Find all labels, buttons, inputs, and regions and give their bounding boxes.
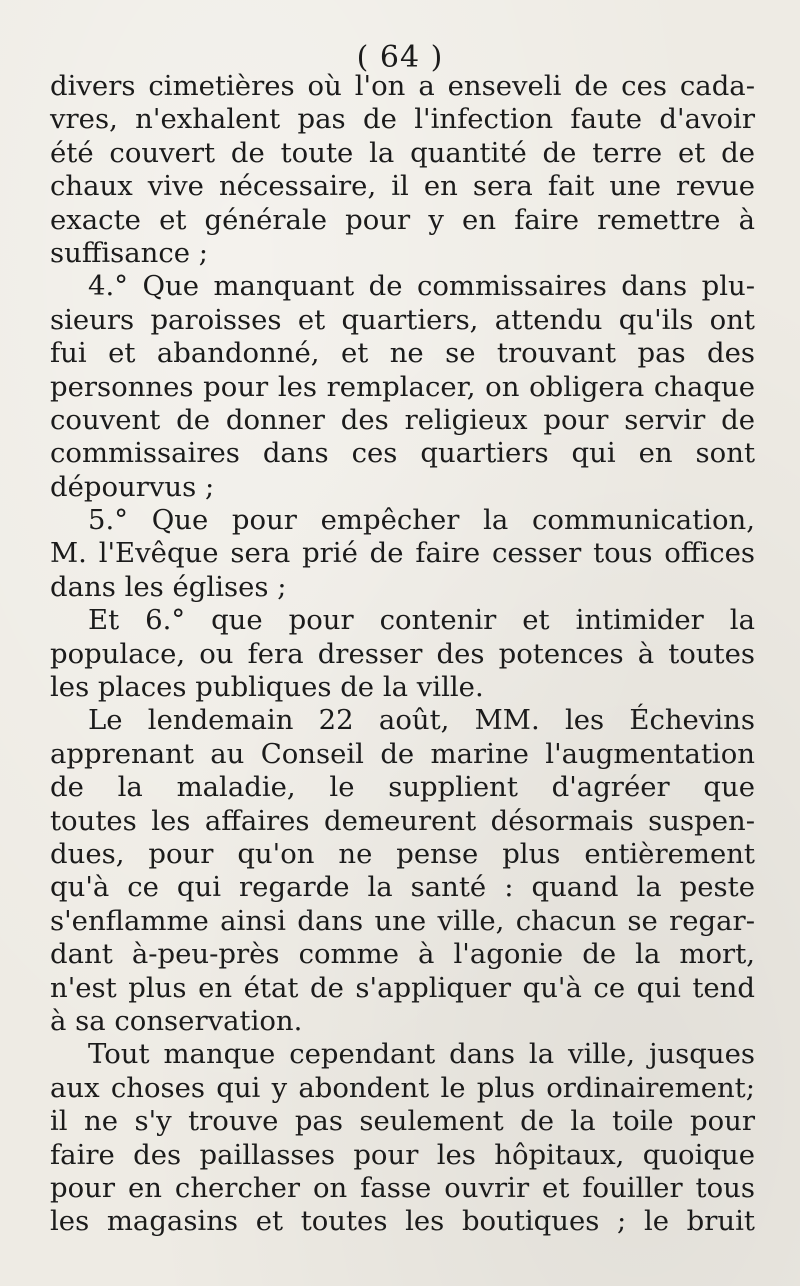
text-line: sieurs paroisses et quartiers, attendu qu'ils ont bbox=[50, 303, 755, 336]
text-line: à sa conservation. bbox=[50, 1004, 303, 1037]
text-line: dues, pour qu'on ne pense plus entièrement bbox=[50, 837, 755, 870]
text-line: dépourvus ; bbox=[50, 470, 215, 503]
text-line: exacte et générale pour y en faire remettre à bbox=[50, 203, 755, 236]
text-line: toutes les affaires demeurent désormais suspen- bbox=[50, 804, 755, 837]
text-line: commissaires dans ces quartiers qui en sont bbox=[50, 437, 755, 470]
text-line: populace, ou fera dresser des potences à toutes bbox=[50, 637, 755, 670]
text-line: dant à-peu-près comme à l'agonie de la mort, bbox=[50, 938, 755, 971]
text-line: il ne s'y trouve pas seulement de la toile pour bbox=[50, 1105, 755, 1138]
text-line: pour en chercher on fasse ouvrir et fouiller tous bbox=[50, 1171, 755, 1204]
text-line: qu'à ce qui regarde la santé : quand la peste bbox=[50, 871, 755, 904]
text-line: faire des paillasses pour les hôpitaux, quoique bbox=[50, 1138, 755, 1171]
page-number: ( 64 ) bbox=[356, 40, 444, 75]
text-line: Tout manque cependant dans la ville, jusques bbox=[88, 1038, 755, 1071]
text-line: Et 6.° que pour contenir et intimider la bbox=[88, 604, 755, 637]
text-line: s'enflamme ainsi dans une ville, chacun se regar- bbox=[50, 904, 755, 937]
text-line: Le lendemain 22 août, MM. les Échevins bbox=[88, 704, 755, 737]
body-text bbox=[50, 70, 755, 1239]
text-line: suffisance ; bbox=[50, 236, 209, 269]
text-line: aux choses qui y abondent le plus ordinairement; bbox=[50, 1071, 755, 1104]
text-line: n'est plus en état de s'appliquer qu'à ce qui tend bbox=[50, 971, 755, 1004]
text-line: vres, n'exhalent pas de l'infection faute d'avoir bbox=[50, 103, 755, 136]
text-line: dans les églises ; bbox=[50, 570, 287, 603]
text-line: les magasins et toutes les boutiques ; le bruit bbox=[50, 1205, 755, 1238]
text-line: divers cimetières où l'on a enseveli de ces cada- bbox=[50, 70, 755, 102]
text-line: couvent de donner des religieux pour servir de bbox=[50, 403, 755, 436]
text-line: fui et abandonné, et ne se trouvant pas des bbox=[50, 337, 755, 370]
text-line: été couvert de toute la quantité de terre et de bbox=[50, 136, 755, 169]
text-line: personnes pour les remplacer, on obligera chaque bbox=[50, 370, 755, 403]
text-line: 5.° Que pour empêcher la communication, bbox=[88, 504, 755, 537]
text-line: de la maladie, le supplient d'agréer que bbox=[50, 771, 755, 804]
text-line: apprenant au Conseil de marine l'augmentation bbox=[50, 737, 755, 770]
text-line: M. l'Evêque sera prié de faire cesser tous offices bbox=[50, 537, 755, 570]
text-line: les places publiques de la ville. bbox=[50, 671, 484, 704]
text-line: chaux vive nécessaire, il en sera fait une revue bbox=[50, 170, 755, 203]
text-line: 4.° Que manquant de commissaires dans plu- bbox=[88, 270, 755, 303]
